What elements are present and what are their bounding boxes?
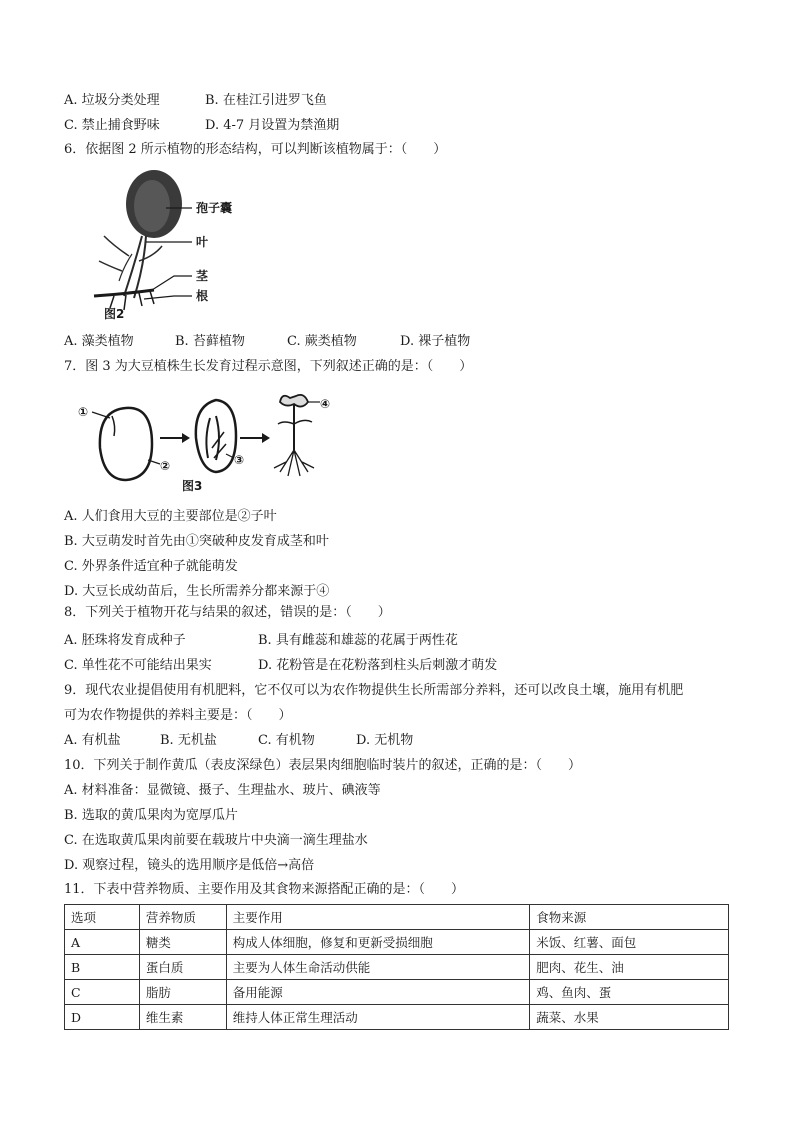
q8-stem: 8．下列关于植物开花与结果的叙述，错误的是：（ ） [64, 605, 391, 620]
table-header-cell: 营养物质 [139, 905, 226, 930]
table-cell: A [65, 930, 140, 955]
table-cell: 米饭、红薯、面包 [530, 930, 729, 955]
q6-option-b: B. 苔藓植物 [175, 334, 245, 349]
q5-option-b: B. 在桂江引进罗飞鱼 [205, 93, 327, 108]
q9-option-a: A. 有机盐 [64, 733, 121, 748]
q8-option-b: B. 具有雌蕊和雄蕊的花属于两性花 [258, 633, 458, 648]
q9-option-b: B. 无机盐 [160, 733, 217, 748]
table-row [65, 980, 729, 1005]
table-cell: 维持人体正常生理活动 [226, 1005, 530, 1030]
label-4: ④ [320, 397, 331, 411]
q6-option-c: C. 蕨类植物 [287, 334, 357, 349]
table-row [65, 930, 729, 955]
q7-option-a: A. 人们食用大豆的主要部位是②子叶 [64, 509, 277, 524]
q8-option-d: D. 花粉管是在花粉落到柱头后刺激才萌发 [258, 658, 498, 673]
table-cell: B [65, 955, 140, 980]
label-root: 根 [196, 289, 209, 303]
q5-option-d: D. 4-7 月设置为禁渔期 [205, 118, 340, 133]
table-cell: 蛋白质 [139, 955, 226, 980]
figure-2-caption: 图2 [104, 307, 125, 321]
label-leaf: 叶 [196, 235, 209, 249]
q5-option-c: C. 禁止捕食野味 [64, 118, 160, 133]
table-cell: 维生素 [139, 1005, 226, 1030]
q9-stem-line2: 可为农作物提供的养料主要是：（ ） [64, 708, 292, 723]
figure-3-soybean [76, 388, 366, 496]
q7-option-b: B. 大豆萌发时首先由①突破种皮发育成茎和叶 [64, 534, 329, 549]
q10-option-a: A. 材料准备：显微镜、摄子、生理盐水、玻片、碘液等 [64, 783, 381, 798]
label-stem: 茎 [196, 269, 209, 283]
q10-stem: 10．下列关于制作黄瓜（表皮深绿色）表层果肉细胞临时装片的叙述，正确的是：（ ） [64, 758, 582, 773]
q10-option-b: B. 选取的黄瓜果肉为宽厚瓜片 [64, 808, 238, 823]
q10-option-c: C. 在选取黄瓜果肉前要在载玻片中央滴一滴生理盐水 [64, 833, 368, 848]
label-sporangium: 孢子囊 [196, 201, 233, 215]
table-cell: 备用能源 [226, 980, 530, 1005]
q9-option-c: C. 有机物 [258, 733, 315, 748]
table-cell: 构成人体细胞，修复和更新受损细胞 [226, 930, 530, 955]
figure-2-fern [84, 166, 254, 324]
seed-outline [100, 408, 152, 480]
q9-stem-line1: 9．现代农业提倡使用有机肥料，它不仅可以为农作物提供生长所需部分养料，还可以改良土壤，施用有机肥 [64, 683, 684, 698]
table-header-row [65, 905, 729, 930]
q6-option-d: D. 裸子植物 [400, 334, 471, 349]
nutrition-table [64, 904, 729, 1030]
table-header-cell: 食物来源 [530, 905, 729, 930]
table-cell: D [65, 1005, 140, 1030]
q7-option-c: C. 外界条件适宜种子就能萌发 [64, 559, 238, 574]
q10-option-d: D. 观察过程，镜头的选用顺序是低倍→高倍 [64, 858, 315, 873]
q6-stem: 6．依据图 2 所示植物的形态结构，可以判断该植物属于：（ ） [64, 142, 447, 157]
seedling-roots [274, 450, 314, 476]
figure-3-caption: 图3 [182, 479, 203, 493]
q7-stem: 7．图 3 为大豆植株生长发育过程示意图，下列叙述正确的是：（ ） [64, 359, 473, 374]
table-cell: 糖类 [139, 930, 226, 955]
germinating-seed-outline [196, 400, 236, 472]
q5-option-a: A. 垃圾分类处理 [64, 93, 160, 108]
q11-stem: 11．下表中营养物质、主要作用及其食物来源搭配正确的是：（ ） [64, 882, 465, 897]
table-header-cell: 选项 [65, 905, 140, 930]
q7-option-d: D. 大豆长成幼苗后，生长所需养分都来源于④ [64, 584, 330, 599]
q8-option-a: A. 胚珠将发育成种子 [64, 633, 186, 648]
table-row [65, 955, 729, 980]
table-cell: 主要为人体生命活动供能 [226, 955, 530, 980]
q8-option-c: C. 单性花不可能结出果实 [64, 658, 212, 673]
label-3: ③ [234, 453, 245, 467]
table-header-cell: 主要作用 [226, 905, 530, 930]
table-cell: 蔬菜、水果 [530, 1005, 729, 1030]
table-row [65, 1005, 729, 1030]
table-cell: 鸡、鱼肉、蛋 [530, 980, 729, 1005]
q6-option-a: A. 藻类植物 [64, 334, 134, 349]
table-cell: 脂肪 [139, 980, 226, 1005]
table-cell: 肥肉、花生、油 [530, 955, 729, 980]
table-cell: C [65, 980, 140, 1005]
label-1: ① [78, 405, 89, 419]
label-2: ② [160, 459, 171, 473]
q9-option-d: D. 无机物 [356, 733, 414, 748]
